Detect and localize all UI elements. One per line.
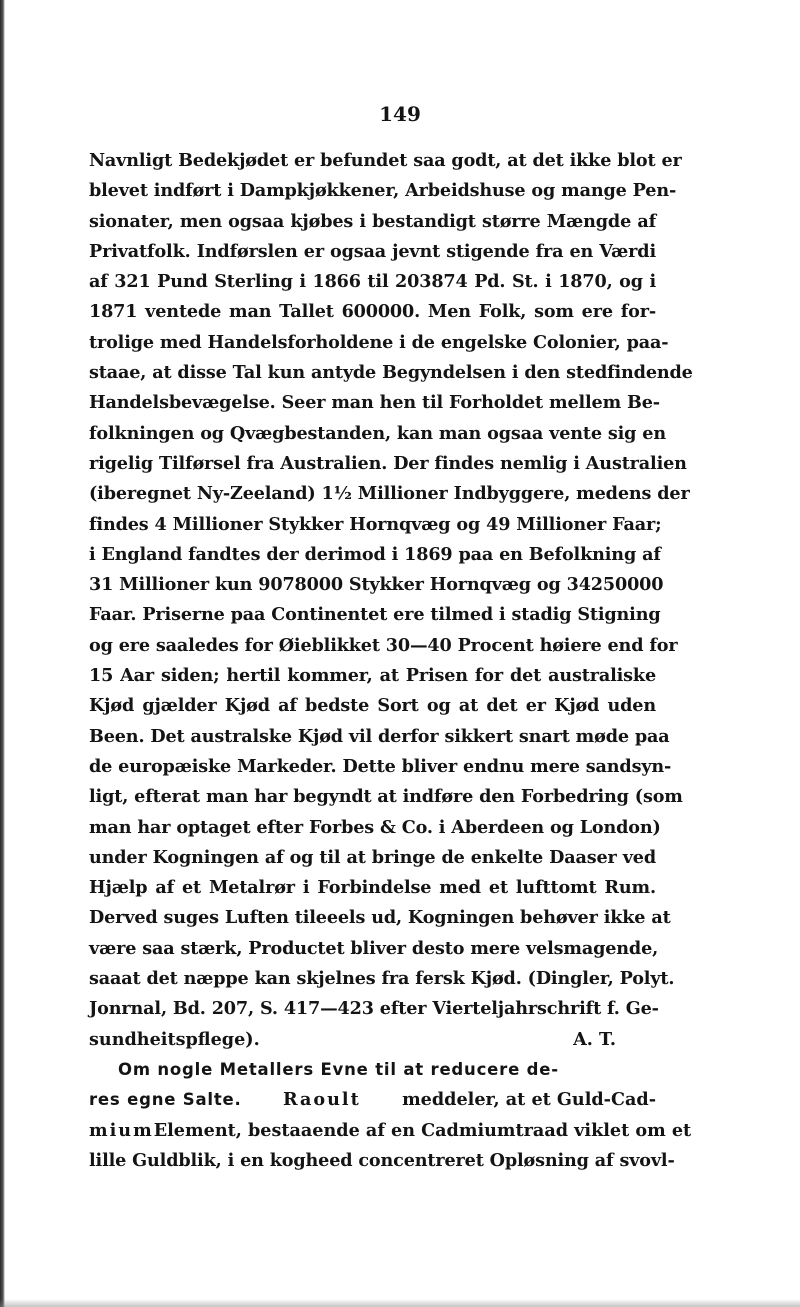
article-2-heading-line	[89, 1055, 656, 1085]
text-line: Hjælp af et Metalrør i Forbindelse med et lufttomt Rum.	[89, 877, 656, 899]
text-line: i England fandtes der derimod i 1869 paa en Befolkning af	[89, 543, 661, 565]
text-line: Navnligt Bedekjødet er befundet saa godt, at det ikke blot er	[89, 150, 682, 171]
text-line: de europæiske Markeder. Dette bliver endnu mere sandsyn-	[89, 755, 672, 777]
author-signature: A. T.	[573, 1028, 616, 1050]
page-number: 149	[379, 102, 421, 126]
article-2	[89, 1055, 692, 1176]
article-2-text: Element, bestaaende af en Cadmiumtraad viklet om et	[153, 1119, 692, 1141]
body-text	[89, 146, 693, 1176]
text-line: Handelsbevægelse. Seer man hen til Forholdet mellem Be-	[89, 392, 660, 414]
text-line: (iberegnet Ny-Zeeland) 1½ Millioner Indbyggere, medens der	[89, 483, 690, 505]
text-line: findes 4 Millioner Stykker Hornqvæg og 49 Millioner Faar;	[89, 513, 662, 535]
article-2-text: meddeler, at et Guld-Cad-	[402, 1089, 656, 1111]
text-line: Faar. Priserne paa Continentet ere tilmed i stadig Stigning	[89, 604, 661, 626]
text-line: man har optaget efter Forbes & Co. i Aberdeen og London)	[89, 816, 661, 838]
text-line: blevet indført i Dampkjøkkener, Arbeidshuse og mange Pen-	[89, 180, 677, 202]
paragraph-1	[89, 146, 693, 1025]
text-line: staae, at disse Tal kun antyde Begyndelsen i den stedfindende	[89, 362, 693, 384]
text-line: 1871 ventede man Tallet 600000. Men Folk, som ere for-	[89, 301, 656, 323]
page-scan-shadow	[0, 1299, 800, 1307]
text-line: Kjød gjælder Kjød af bedste Sort og at det er Kjød uden	[89, 695, 656, 717]
text-line: 31 Millioner kun 9078000 Stykker Hornqvæg og 34250000	[89, 574, 664, 596]
text-line: Been. Det australske Kjød vil derfor sikkert snart møde paa	[89, 725, 670, 747]
article-2-line-4: lille Guldblik, i en kogheed concentreret Opløsning af svovl-	[89, 1149, 675, 1171]
text-line: og ere saaledes for Øieblikket 30—40 Procent høiere end for	[89, 634, 678, 656]
paragraph-1-closing-line	[89, 1025, 656, 1055]
article-2-spaced-word: mium	[89, 1119, 154, 1141]
text-line: Privatfolk. Indførslen er ogsaa jevnt stigende fra en Værdi	[89, 240, 656, 262]
article-2-author: Raoult	[282, 1089, 361, 1111]
page-scan-edge	[0, 0, 5, 1307]
article-2-line-2	[89, 1085, 656, 1115]
text-line: rigelig Tilførsel fra Australien. Der findes nemlig i Australien	[89, 452, 687, 474]
text-line: under Kogningen af og til at bringe de enkelte Daaser ved	[89, 846, 656, 868]
text-line: Jonrnal, Bd. 207, S. 417—423 efter Vierteljahrschrift f. Ge-	[89, 998, 659, 1020]
text-line: ligt, efterat man har begyndt at indføre den Forbedring (som	[89, 786, 683, 808]
text-line: Derved suges Luften tileeels ud, Kogningen behøver ikke at	[89, 907, 671, 929]
article-2-title: Om nogle Metallers Evne til at reducere de-	[118, 1059, 559, 1079]
text-line: folkningen og Qvægbestanden, kan man ogsaa vente sig en	[89, 422, 666, 444]
text-line: være saa stærk, Productet bliver desto mere velsmagende,	[89, 937, 659, 959]
closing-text: sundheitspflege).	[89, 1028, 260, 1050]
text-line: saaat det næppe kan skjelnes fra fersk Kjød. (Dingler, Polyt.	[89, 968, 675, 990]
article-2-line-3	[89, 1116, 692, 1146]
text-line: sionater, men ogsaa kjøbes i bestandigt større Mængde af	[89, 210, 656, 232]
text-line: trolige med Handelsforholdene i de engelske Colonier, paa-	[89, 331, 669, 353]
text-line: af 321 Pund Sterling i 1866 til 203874 Pd. St. i 1870, og i	[89, 271, 656, 293]
text-line: 15 Aar siden; hertil kommer, at Prisen for det australiske	[89, 665, 656, 687]
article-2-title-continued: res egne Salte.	[89, 1090, 242, 1110]
